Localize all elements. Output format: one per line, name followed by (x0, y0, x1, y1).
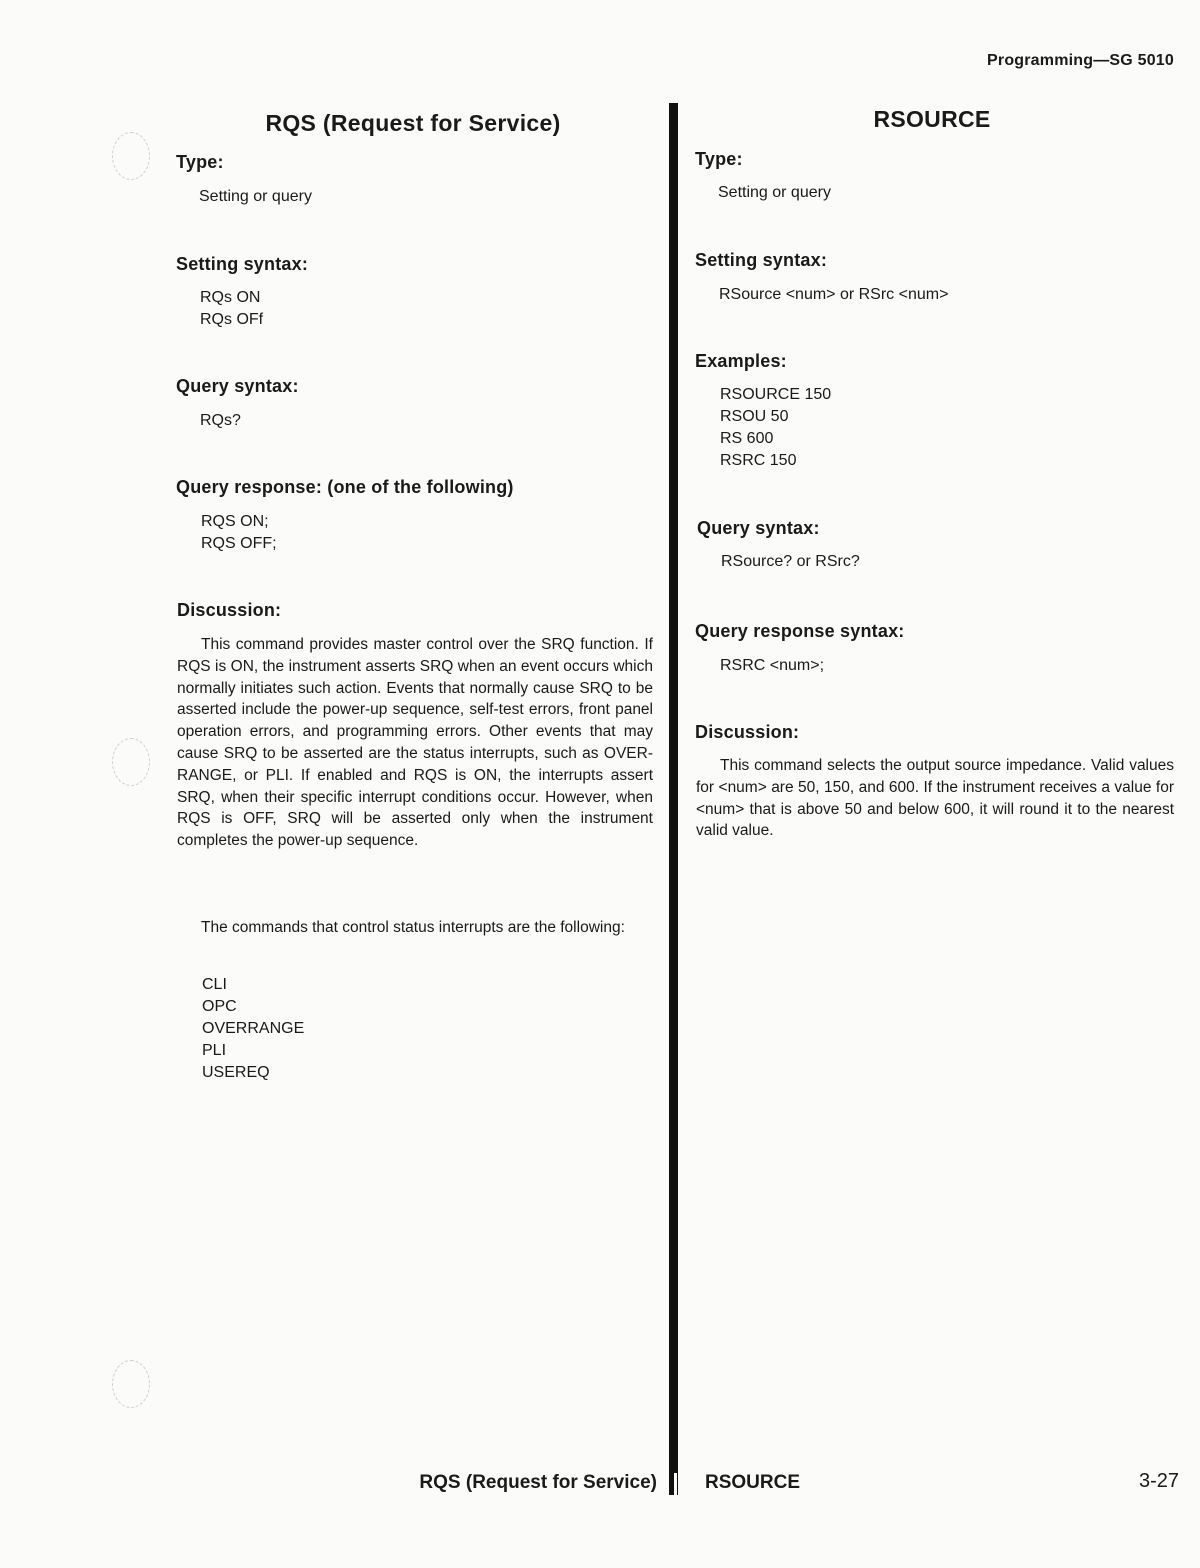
left-response-line: RQS ON; (201, 513, 269, 530)
left-type-heading: Type: (176, 152, 224, 172)
left-type-value: Setting or query (199, 188, 312, 205)
right-examples-heading: Examples: (695, 351, 787, 371)
left-command-item: OPC (202, 998, 237, 1015)
right-query-line: RSource? or RSrc? (721, 553, 860, 570)
right-example-line: RSRC 150 (720, 452, 797, 469)
right-example-line: RSOU 50 (720, 408, 789, 425)
running-head: Programming—SG 5010 (987, 52, 1174, 69)
page-number: 3-27 (1138, 1470, 1179, 1492)
right-setting-line: RSource <num> or RSrc <num> (719, 286, 949, 303)
column-divider (669, 103, 678, 1495)
left-column-title: RQS (Request for Service) (265, 110, 561, 136)
right-discussion-heading: Discussion: (695, 722, 800, 742)
right-discussion-paragraph: This command selects the output source impedance. Valid values for <num> are 50, 150, and 600. If the instrument receives a value for <num> that is above 50 and below 600, it will round it to the nearest valid value. (696, 757, 1174, 840)
right-example-line: RSOURCE 150 (720, 386, 832, 403)
right-query-syntax-heading: Query syntax: (697, 518, 820, 538)
left-setting-line: RQs OFf (200, 311, 264, 328)
left-discussion-heading: Discussion: (177, 600, 282, 620)
left-response-line: RQS OFF; (201, 535, 277, 552)
right-query-response-heading: Query response syntax: (695, 621, 905, 641)
right-type-heading: Type: (695, 149, 743, 169)
left-command-item: USEREQ (202, 1064, 270, 1081)
left-query-line: RQs? (200, 412, 241, 429)
left-setting-syntax-heading: Setting syntax: (176, 254, 309, 274)
footer-right-label: RSOURCE (705, 1472, 801, 1493)
divider-notch (674, 1473, 677, 1495)
left-setting-line: RQs ON (200, 289, 261, 306)
right-column-title: RSOURCE (873, 106, 991, 132)
binder-hole-bottom (112, 1360, 150, 1408)
binder-hole-middle (112, 738, 150, 786)
left-query-syntax-heading: Query syntax: (176, 376, 299, 396)
left-command-item: OVERRANGE (202, 1020, 305, 1037)
right-example-line: RS 600 (720, 430, 774, 447)
footer-left-label: RQS (Request for Service) (419, 1472, 657, 1493)
binder-hole-top (112, 132, 150, 180)
left-discussion-paragraph: This command provides master control over the SRQ function. If RQS is ON, the instrument asserts SRQ when an event occurs which normally initiates such action. Events that normally cause SRQ to be asserted include the power-up sequence, self-test errors, front panel operation errors, and programming errors. Other events that may cause SRQ to be asserted are the status interrupts, such as OVER-RANGE, or PLI. If enabled and RQS is ON, the interrupts assert SRQ, when their specific interrupt conditions occur. However, when RQS is OFF, SRQ will be asserted only when the instrument completes the power-up sequence. (177, 636, 653, 850)
left-command-item: PLI (202, 1042, 227, 1059)
left-discussion-paragraph-2: The commands that control status interrupts are the following: (201, 919, 625, 936)
left-command-item: CLI (202, 976, 227, 993)
right-type-value: Setting or query (718, 184, 831, 201)
left-query-response-heading: Query response: (one of the following) (176, 477, 514, 497)
right-setting-syntax-heading: Setting syntax: (695, 250, 828, 270)
right-response-line: RSRC <num>; (720, 657, 825, 674)
